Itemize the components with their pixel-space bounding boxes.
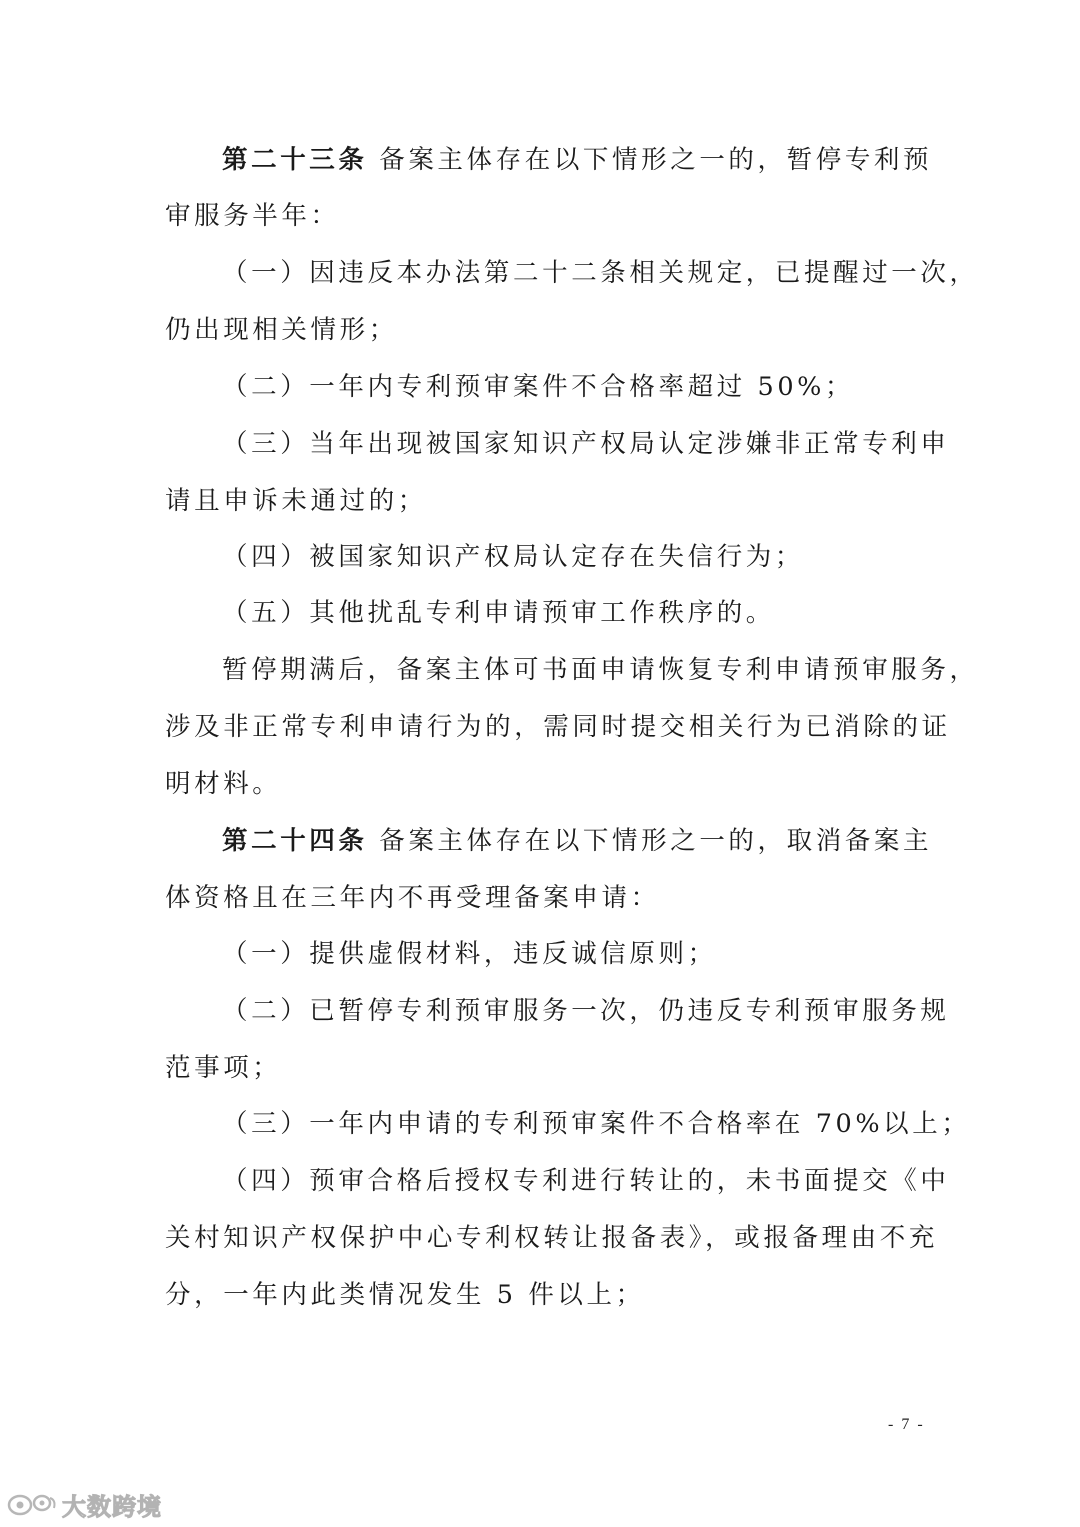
article-24-line-2: 体资格且在三年内不再受理备案申请： <box>165 883 660 913</box>
article-24-item-3: （三）一年内申请的专利预审案件不合格率在 70%以上； <box>222 1109 971 1139</box>
article-24-line-1-text: 备案主体存在以下情形之一的，取消备案主 <box>379 826 933 856</box>
article-23-note-line-1: 暂停期满后，备案主体可书面申请恢复专利申请预审服务， <box>222 655 979 685</box>
article-24-line-1 <box>222 825 932 857</box>
article-24-item-2-line-1: （二）已暂停专利预审服务一次，仍违反专利预审服务规 <box>222 996 950 1026</box>
article-23-note-line-2: 涉及非正常专利申请行为的，需同时提交相关行为已消除的证 <box>165 712 951 742</box>
article-24-item-4-line-3: 分，一年内此类情况发生 5 件以上； <box>165 1280 645 1310</box>
article-23-item-3-line-2: 请且申诉未通过的； <box>165 486 427 516</box>
watermark <box>6 1488 162 1520</box>
watermark-text: 大数跨境 <box>62 1492 162 1521</box>
article-23-line-2: 审服务半年： <box>165 201 340 231</box>
article-23-note-line-3: 明材料。 <box>165 769 282 799</box>
article-23-line-1-text: 备案主体存在以下情形之一的，暂停专利预 <box>379 145 933 175</box>
article-23-item-2: （二）一年内专利预审案件不合格率超过 50%； <box>222 372 855 402</box>
article-24-item-1: （一）提供虚假材料，违反诚信原则； <box>222 939 717 969</box>
article-23-item-1-line-1: （一）因违反本办法第二十二条相关规定，已提醒过一次， <box>222 258 979 288</box>
article-23-line-1 <box>222 144 932 176</box>
eye-logo-icon <box>6 1490 58 1518</box>
article-23-item-5: （五）其他扰乱专利申请预审工作秩序的。 <box>222 598 775 628</box>
article-24-heading: 第二十四条 <box>222 826 368 856</box>
article-24-item-2-line-2: 范事项； <box>165 1053 282 1083</box>
page-number: - 7 - <box>888 1416 925 1433</box>
article-23-heading: 第二十三条 <box>222 145 368 175</box>
article-23-item-4: （四）被国家知识产权局认定存在失信行为； <box>222 542 805 572</box>
article-23-item-3-line-1: （三）当年出现被国家知识产权局认定涉嫌非正常专利申 <box>222 429 950 459</box>
article-24-item-4-line-2: 关村知识产权保护中心专利权转让报备表》，或报备理由不充 <box>165 1223 938 1253</box>
article-24-item-4-line-1: （四）预审合格后授权专利进行转让的，未书面提交《中 <box>222 1166 950 1196</box>
article-23-item-1-line-2: 仍出现相关情形； <box>165 315 398 345</box>
